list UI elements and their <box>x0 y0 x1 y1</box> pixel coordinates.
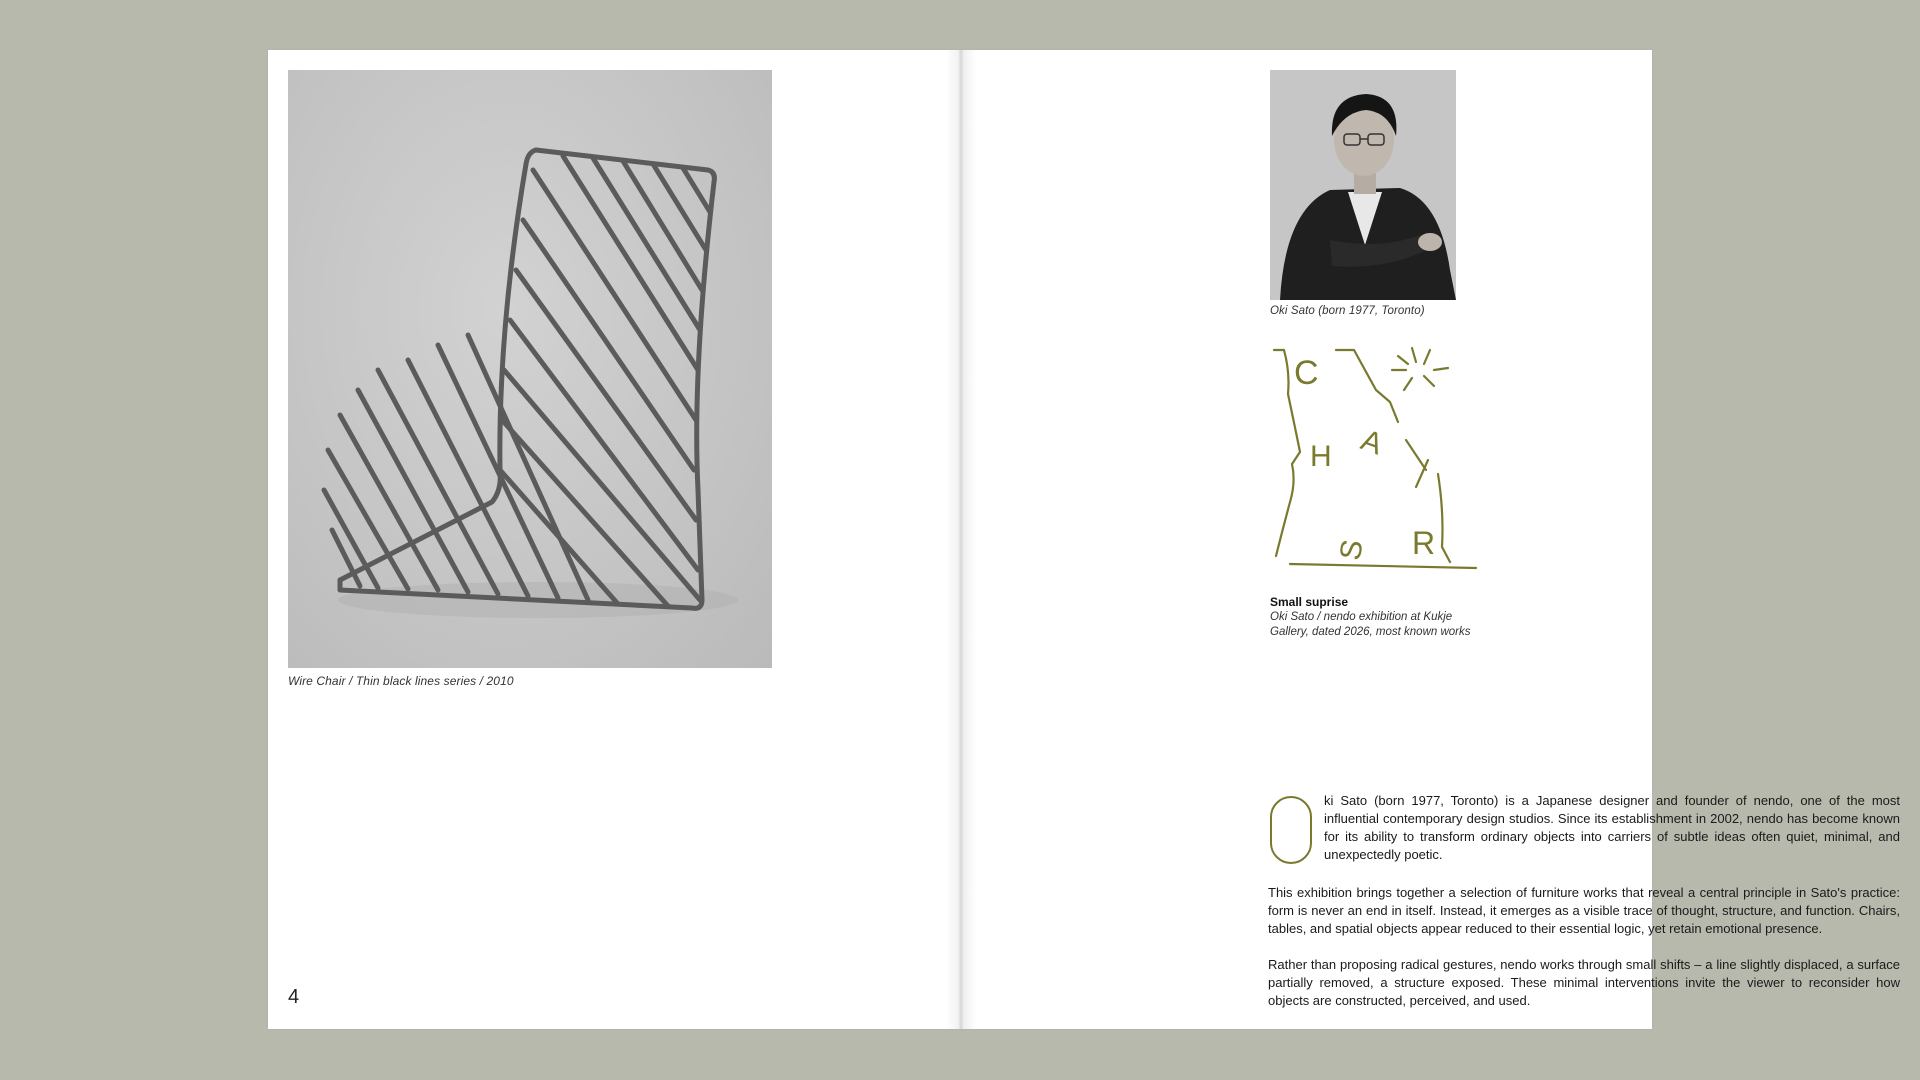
page-number: 4 <box>288 986 300 1008</box>
logo-letter-c: C <box>1294 354 1319 392</box>
logo-letter-a: A <box>1356 423 1387 462</box>
paragraph-1-text: ki Sato (born 1977, Toronto) is a Japanese designer and founder of nendo, one of the most influential contemporary design studios. Since its establishment in 2002, nendo has become known for its ability to transform ordinary objects into carriers of subtle ideas often quiet, minimal, and unexpectedly poetic. <box>1324 793 1900 862</box>
feature-title: Small suprise <box>1270 595 1349 609</box>
dropcap-text: O <box>1290 838 1292 839</box>
left-page <box>268 50 960 1029</box>
wire-chair-photo <box>288 70 772 668</box>
feature-caption: Oki Sato / nendo exhibition at Kukje Gallery, dated 2026, most known works <box>1270 611 1471 638</box>
paragraph-3: Rather than proposing radical gestures, nendo works through small shifts – a line slightly displaced, a surface partially removed, a structure exposed. These minimal interventions invite the viewer to reconsider how objects are constructed, perceived, and used. <box>1268 957 1900 1008</box>
logo-letter-r: R <box>1412 525 1436 561</box>
book-spread <box>268 50 1900 1029</box>
dropcap-letter <box>1268 794 1314 866</box>
paragraph-2: This exhibition brings together a selection of furniture works that reveal a central principle in Sato's practice: form is never an end in itself. Instead, it emerges as a visible trace of thought, structure, and function. Chairs, tables, and spatial objects appear reduced to their essential logic, yet retain emotional presence. <box>1268 885 1900 936</box>
intro-paragraph <box>1268 792 1900 866</box>
portrait-caption: Oki Sato (born 1977, Toronto) <box>1270 305 1425 317</box>
chair-caption: Wire Chair / Thin black lines series / 2010 <box>288 674 514 688</box>
logo-letter-s: S <box>1333 537 1370 563</box>
right-page <box>960 50 1900 1029</box>
designer-portrait <box>1270 70 1456 300</box>
logo-letter-h: H <box>1310 440 1332 473</box>
chair-logo-graphic <box>1266 342 1484 574</box>
